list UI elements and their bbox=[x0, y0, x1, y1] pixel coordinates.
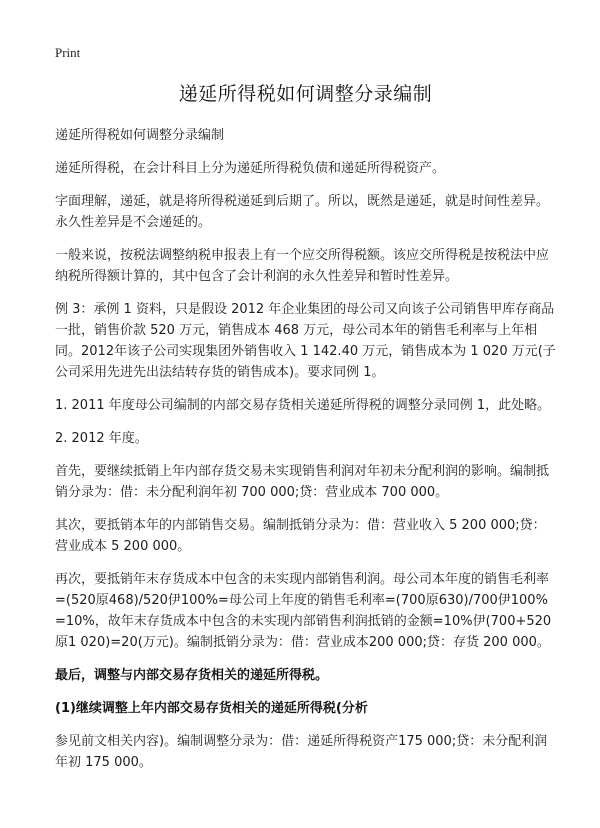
section-heading: (1)继续调整上年内部交易存货相关的递延所得税(分析 bbox=[55, 701, 368, 716]
body-paragraph: 字面理解，递延，就是将所得税递延到后期了。所以，既然是递延，就是时间性差异。永久性差异是不会递延的。 bbox=[55, 194, 550, 230]
body-paragraph: 首先，要继续抵销上年内部存货交易未实现销售利润对年初未分配利润的影响。编制抵销分录为：借：未分配利润年初 700 000;贷：营业成本 700 000。 bbox=[55, 464, 550, 500]
body-paragraph: 例 3：承例 1 资料，只是假设 2012 年企业集团的母公司又向该子公司销售甲库存商品一批，销售价款 520 万元，销售成本 468 万元，母公司本年的销售毛利率与上年相同。2012年该子公司实现集团外销售收入 1 142.40 万元，销售成本为 1 020 万元(子公司采用先进先出法结转存货的销售成本)。要求同例 1。 bbox=[55, 302, 556, 380]
document-title: 递延所得税如何调整分录编制 bbox=[178, 83, 433, 105]
body-paragraph: 递延所得税，在会计科目上分为递延所得税负债和递延所得税资产。 bbox=[55, 161, 446, 176]
body-paragraph: 参见前文相关内容)。编制调整分录为：借：递延所得税资产175 000;贷：未分配利润年初 175 000。 bbox=[55, 734, 548, 770]
body-paragraph: 再次，要抵销年末存货成本中包含的未实现内部销售利润。母公司本年度的销售毛利率=(520原468)/520伊100%=母公司上年度的销售毛利率=(700原630)/700伊100%=10%，故年末存货成本中包含的未实现内部销售利润抵销的金额=10%伊(700+520原1 020)=20(万元)。编制抵销分录为：借：营业成本200 000;贷：存货 200 000。 bbox=[55, 572, 552, 650]
body-paragraph: 其次，要抵销本年的内部销售交易。编制抵销分录为：借：营业收入 5 200 000;贷：营业成本 5 200 000。 bbox=[55, 518, 546, 554]
body-paragraph: 1. 2011 年度母公司编制的内部交易存货相关递延所得税的调整分录同例 1，此处略。 bbox=[55, 398, 551, 413]
print-link[interactable]: Print bbox=[55, 45, 81, 60]
body-paragraph: 递延所得税如何调整分录编制 bbox=[55, 128, 225, 143]
section-heading: 最后，调整与内部交易存货相关的递延所得税。 bbox=[55, 668, 329, 683]
body-paragraph: 一般来说，按税法调整纳税申报表上有一个应交所得税额。该应交所得税是按税法中应纳税所得额计算的，其中包含了会计利润的永久性差异和暂时性差异。 bbox=[55, 248, 550, 284]
body-paragraph: 2. 2012 年度。 bbox=[55, 431, 148, 446]
document-body bbox=[55, 125, 556, 773]
